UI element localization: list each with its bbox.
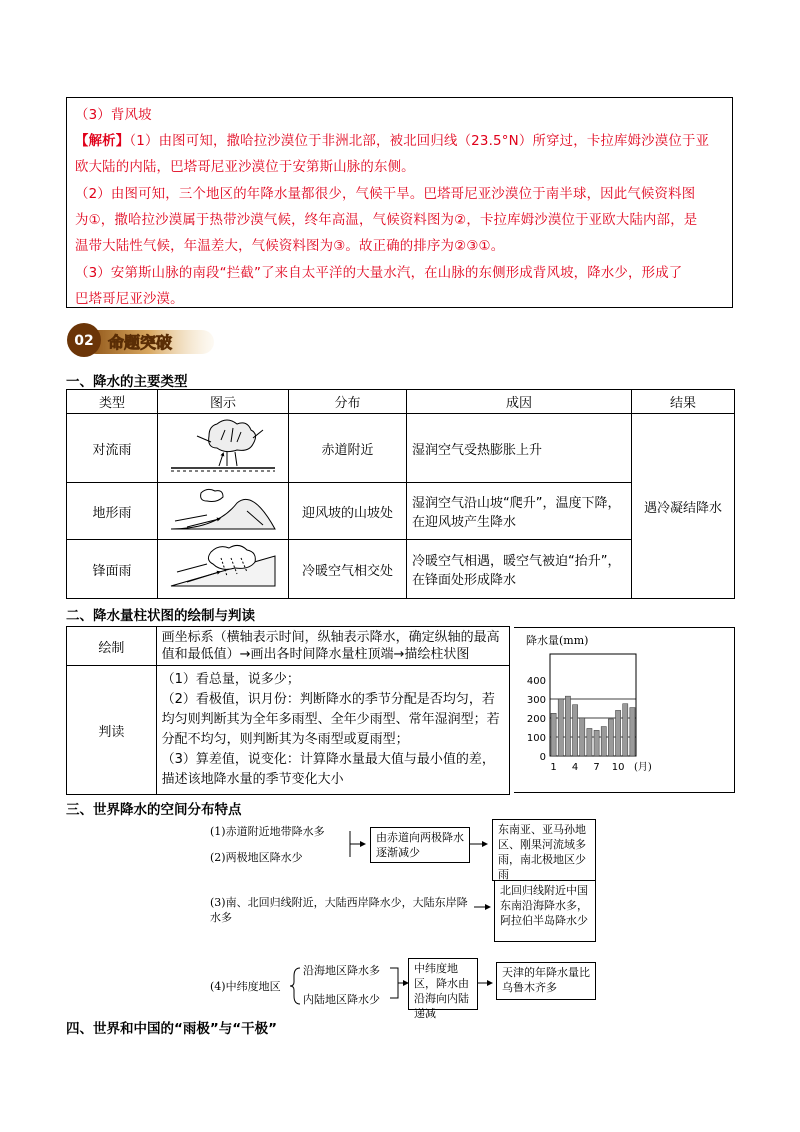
flow-item: (2)两极地区降水少 <box>210 851 303 864</box>
y-tick-label: 300 <box>526 694 546 706</box>
x-tick-label: 10 <box>611 761 625 773</box>
answer-line: 为①，撒哈拉沙漠属于热带沙漠气候，终年高温，气候资料图为②，卡拉库姆沙漠位于亚欧大陆内部，是 <box>75 213 698 228</box>
x-tick-label: 7 <box>593 761 600 773</box>
cause-cell: 湿润空气沿山坡“爬升”，温度下降，在迎风坡产生降水 <box>407 483 632 540</box>
flow-box: 中纬度地区，降水由沿海向内陆递减 <box>408 958 478 1010</box>
x-tick-label: 1 <box>550 761 557 773</box>
distribution-cell: 迎风坡的山坡处 <box>289 483 407 540</box>
y-tick-label: 400 <box>526 675 546 687</box>
header-cell: 类型 <box>67 390 158 414</box>
read-item: （3）算差值，说变化：计算降水量最大值与最小值的差，描述该地降水量的季节变化大小 <box>161 752 495 787</box>
cause-cell: 湿润空气受热膨胀上升 <box>407 414 632 483</box>
draw-text: 画坐标系（横轴表示时间，纵轴表示降水，确定纵轴的最高值和最低值）→画出各时间降水量柱顶端→描绘柱状图 <box>156 627 509 666</box>
header-cell: 图示 <box>158 390 289 414</box>
read-item: （2）看极值，识月份：判断降水的季节分配是否均匀，若均匀则判断其为全年多雨型、全年少雨型、常年湿润型；若分配不均匀，则判断其为冬雨型或夏雨型； <box>161 692 500 747</box>
answer-line: （3）安第斯山脉的南段“拦截”了来自太平洋的大量水汽，在山脉的东侧形成背风坡，降水少，形成了 <box>75 266 683 281</box>
flow-box: 由赤道向两极降水逐渐减少 <box>370 827 470 863</box>
read-label: 判读 <box>67 666 157 795</box>
type-cell: 锋面雨 <box>67 540 158 599</box>
type-cell: 地形雨 <box>67 483 158 540</box>
section-heading: 四、世界和中国的“雨极”与“干极” <box>66 1021 277 1037</box>
flow-result-box: 北回归线附近中国东南沿海降水多，阿拉伯半岛降水少 <box>494 880 596 942</box>
section-heading: 一、降水的主要类型 <box>66 374 188 390</box>
x-unit-label: (月) <box>634 761 652 773</box>
flow-item: (4)中纬度地区 <box>210 980 281 993</box>
result-cell: 遇冷凝结降水 <box>632 414 735 599</box>
read-item: （1）看总量，说多少； <box>161 672 300 687</box>
flow-result-box: 东南亚、亚马孙地区、刚果河流域多雨，南北极地区少雨 <box>492 819 596 881</box>
flow-result-box: 天津的年降水量比乌鲁木齐多 <box>496 962 596 1000</box>
y-tick-label: 200 <box>526 713 546 725</box>
answer-line: 巴塔哥尼亚沙漠。 <box>75 292 184 307</box>
section-heading: 三、世界降水的空间分布特点 <box>66 802 242 818</box>
answer-line: 【解析】（1）由图可知，撒哈拉沙漠位于非洲北部，被北回归线（23.5°N）所穿过，卡拉库姆沙漠位于亚 <box>75 134 710 149</box>
flow-item: (3)南、北回归线附近，大陆西岸降水少，大陆东岸降水多 <box>210 896 468 924</box>
answer-line: 温带大陆性气候，年温差大，气候资料图为③。故正确的排序为②③①。 <box>75 239 505 254</box>
flow-item: 沿海地区降水多 <box>303 964 380 977</box>
y-tick-label: 0 <box>539 751 546 763</box>
answer-line: （2）由图可知，三个地区的年降水量都很少，气候干旱。巴塔哥尼亚沙漠位于南半球，因此气候资料图 <box>75 187 696 202</box>
banner-number: 02 <box>74 333 94 349</box>
flow-item: (1)赤道附近地带降水多 <box>210 825 325 838</box>
answer-line: 欧大陆的内陆，巴塔哥尼亚沙漠位于安第斯山脉的东侧。 <box>75 160 415 175</box>
header-cell: 成因 <box>407 390 632 414</box>
distribution-cell: 赤道附近 <box>289 414 407 483</box>
y-tick-label: 100 <box>526 732 546 744</box>
draw-label: 绘制 <box>67 627 157 666</box>
answer-line: （3）背风坡 <box>75 108 152 123</box>
distribution-cell: 冷暖空气相交处 <box>289 540 407 599</box>
header-cell: 分布 <box>289 390 407 414</box>
header-cell: 结果 <box>632 390 735 414</box>
x-tick-label: 4 <box>571 761 579 773</box>
section-heading: 二、降水量柱状图的绘制与判读 <box>66 608 255 624</box>
flow-item: 内陆地区降水少 <box>303 993 380 1006</box>
type-cell: 对流雨 <box>67 414 158 483</box>
banner-title: 命题突破 <box>108 333 173 352</box>
analysis-tag: 【解析】 <box>75 134 130 149</box>
cause-cell: 冷暖空气相遇，暖空气被迫“抬升”，在锋面处形成降水 <box>407 540 632 599</box>
chart-ylabel: 降水量(mm) <box>526 633 589 647</box>
